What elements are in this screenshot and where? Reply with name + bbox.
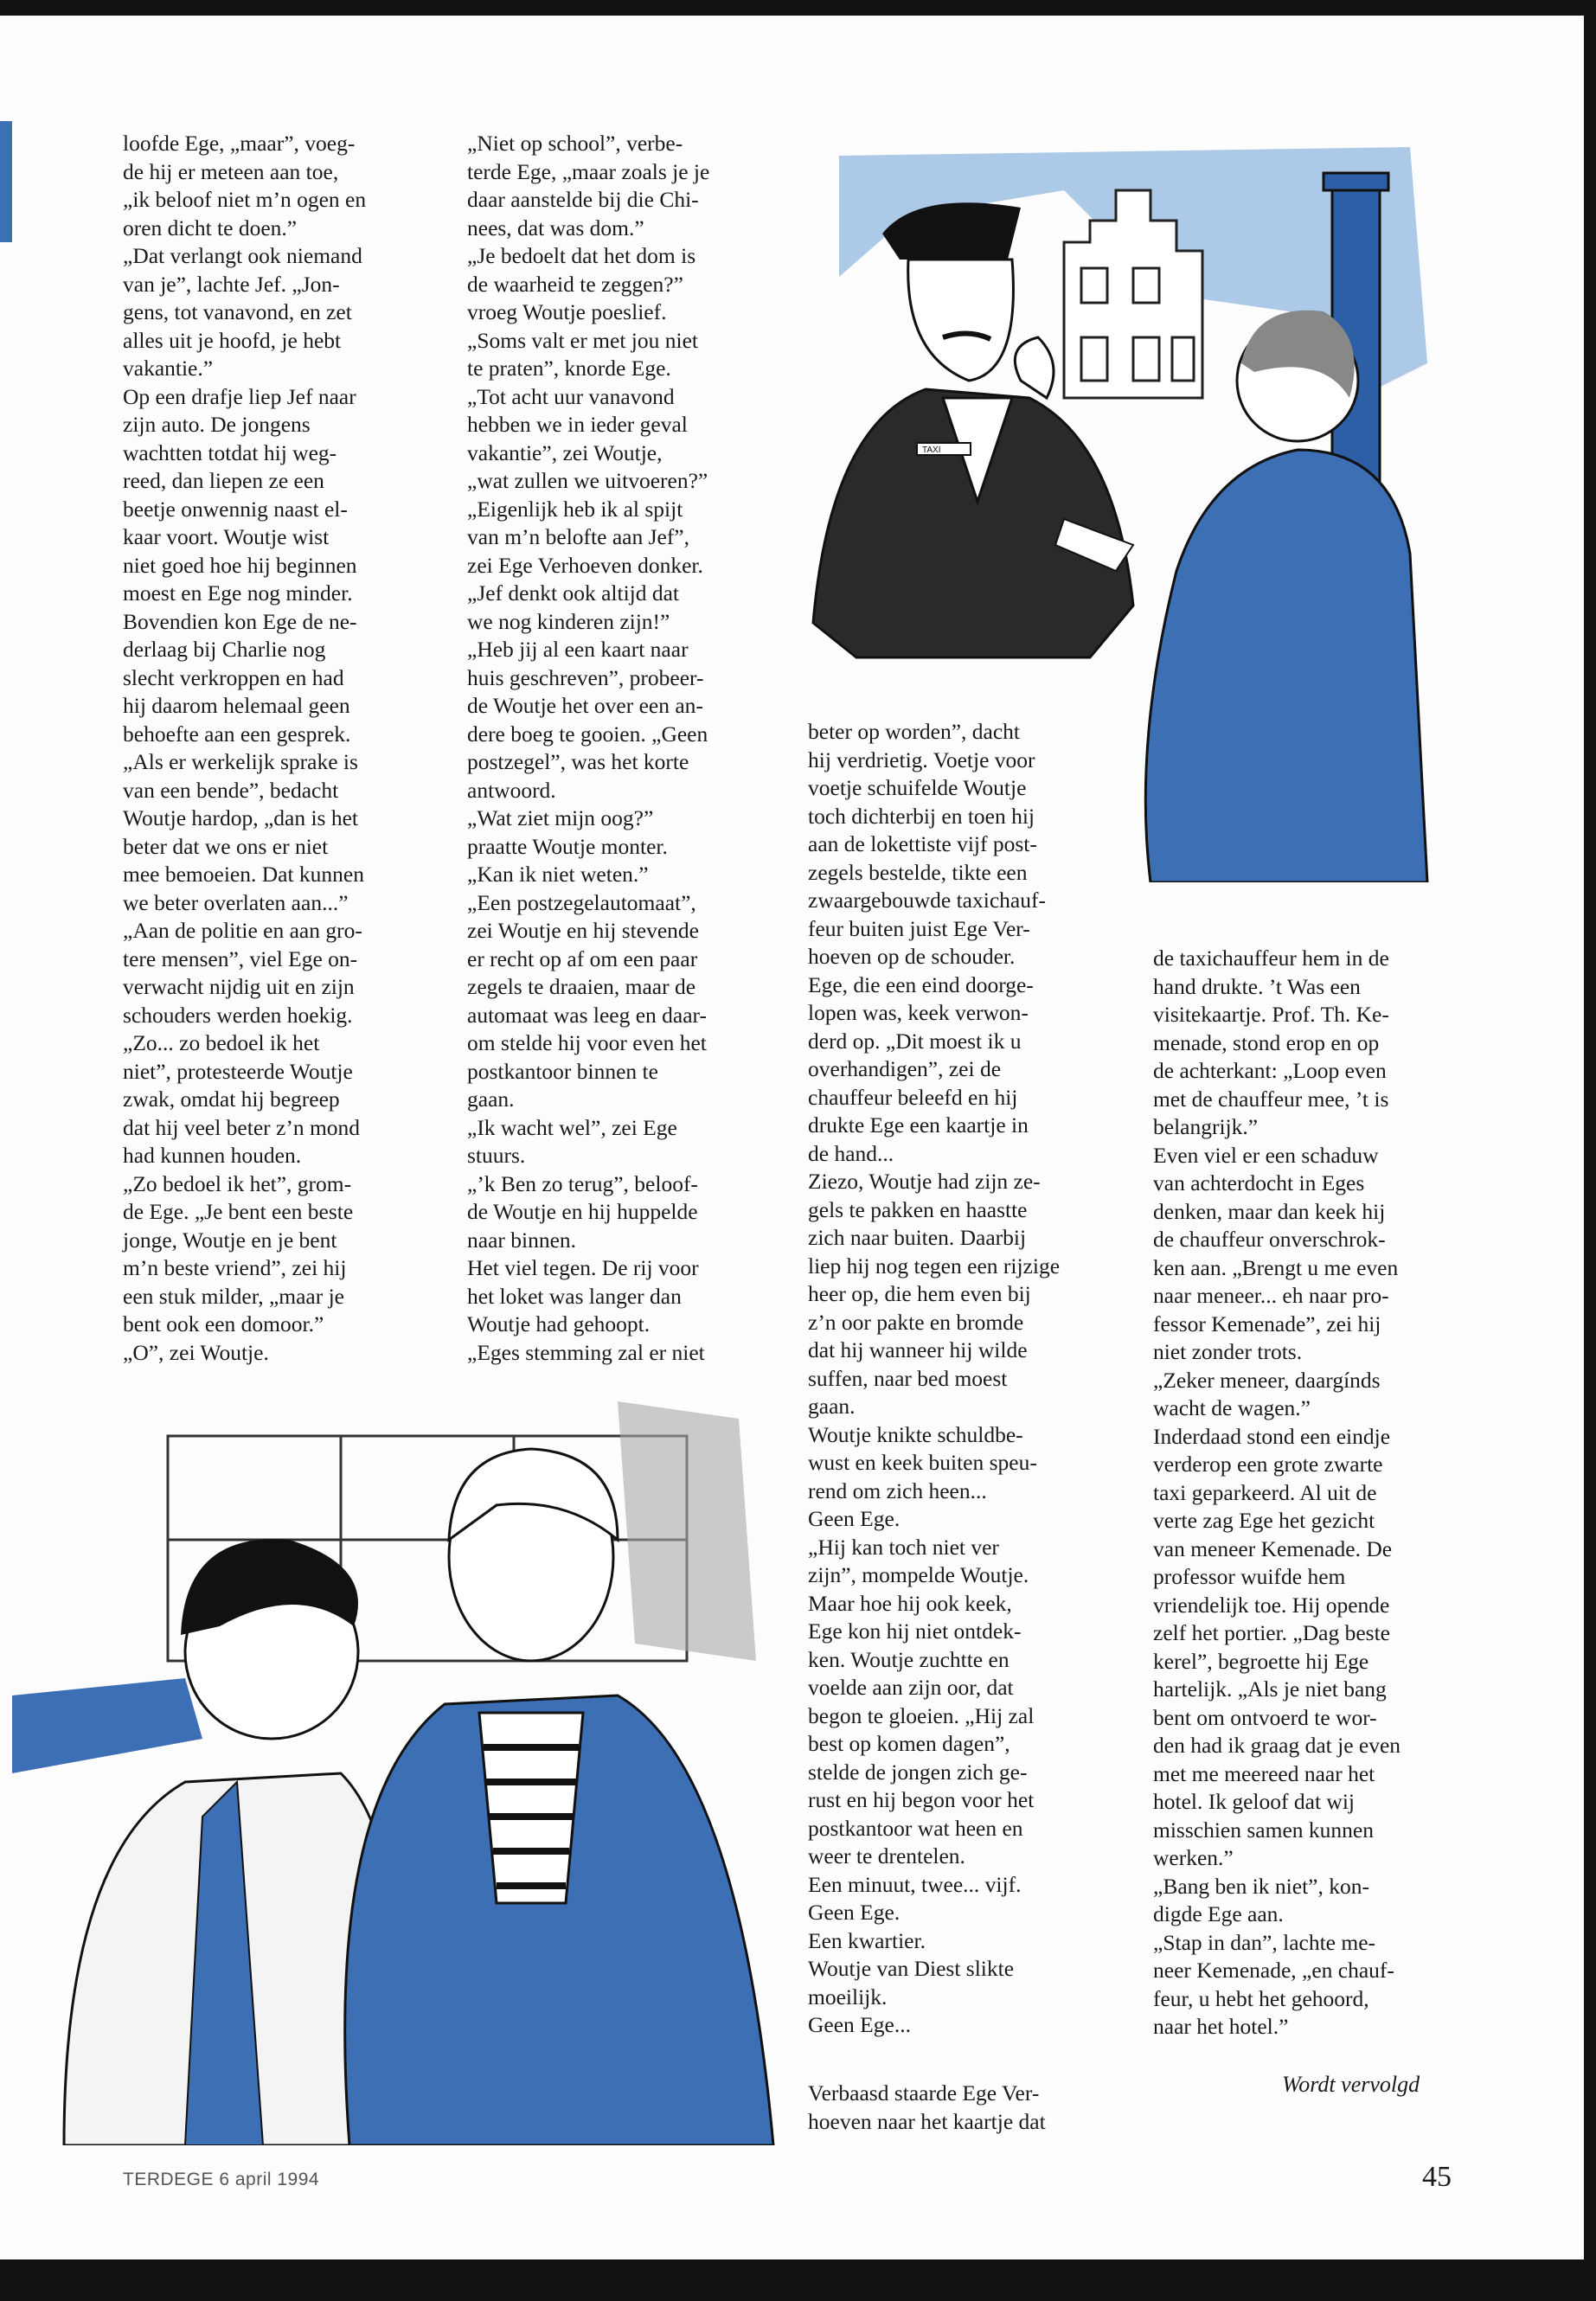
text-line: Ziezo, Woutje had zijn ze-: [808, 1169, 1041, 1194]
text-line: van achterdocht in Eges: [1153, 1170, 1365, 1195]
text-line: postzegel”, was het korte: [467, 749, 689, 774]
text-line: om stelde hij voor even het: [467, 1030, 707, 1055]
text-line: rend om zich heen...: [808, 1477, 987, 1503]
text-line: antwoord.: [467, 777, 556, 803]
text-line: „wat zullen we uitvoeren?”: [467, 468, 708, 493]
text-line: de taxichauffeur hem in de: [1153, 945, 1389, 971]
text-line: belangrijk.”: [1153, 1114, 1259, 1139]
text-line: „ik beloof niet m’n ogen en: [123, 187, 367, 212]
text-line: zelf het portier. „Dag beste: [1153, 1620, 1391, 1645]
text-line: „Tot acht uur vanavond: [467, 383, 675, 409]
text-line: Ege kon hij niet ontdek-: [808, 1618, 1022, 1644]
text-line: niet”, protesteerde Woutje: [123, 1058, 353, 1084]
text-line: „Jef denkt ook altijd dat: [467, 580, 680, 606]
text-line: drukte Ege een kaartje in: [808, 1112, 1029, 1138]
text-line: derlaag bij Charlie nog: [123, 637, 326, 662]
text-line: feur buiten juist Ege Ver-: [808, 915, 1030, 941]
illustration-chauffeur: [804, 138, 1462, 882]
text-line: bent om ontvoerd te wor-: [1153, 1704, 1377, 1730]
text-line: Bovendien kon Ege de ne-: [123, 608, 357, 634]
text-line: menade, stond erop en op: [1153, 1029, 1380, 1055]
text-line: had kunnen houden.: [123, 1143, 302, 1168]
text-line: beter dat we ons er niet: [123, 833, 329, 859]
text-line: denken, maar dan keek hij: [1153, 1198, 1386, 1224]
text-line: Woutje had gehoopt.: [467, 1311, 651, 1336]
text-line: „Heb jij al een kaart naar: [467, 637, 689, 662]
text-line: gens, tot vanavond, en zet: [123, 299, 352, 324]
text-column-2: [467, 130, 770, 1367]
text-line: een stuk milder, „maar je: [123, 1283, 344, 1309]
text-line: postkantoor binnen te: [467, 1058, 658, 1084]
text-line: hij daarom helemaal geen: [123, 693, 350, 718]
magazine-footer: TERDEGE 6 april 1994: [123, 2170, 320, 2189]
text-line: alles uit je hoofd, je hebt: [123, 327, 342, 353]
text-line: „Soms valt er met jou niet: [467, 327, 698, 353]
text-line: nees, dat was dom.”: [467, 215, 644, 240]
text-line: Geen Ege...: [808, 2012, 911, 2037]
text-line: zwak, omdat hij begreep: [123, 1086, 340, 1112]
text-line: beter op worden”, dacht: [808, 719, 1020, 744]
text-line: ken aan. „Brengt u me even: [1153, 1254, 1399, 1280]
text-line: Verbaasd staarde Ege Ver-: [808, 2080, 1040, 2106]
text-line: neer Kemenade, „en chauf-: [1153, 1958, 1394, 1983]
text-line: zich naar buiten. Daarbij: [808, 1225, 1027, 1250]
text-line: verte zag Ege het gezicht: [1153, 1508, 1375, 1533]
page-edge-bottom: [0, 2259, 1596, 2301]
text-line: vakantie.”: [123, 356, 214, 381]
text-line: digde Ege aan.: [1153, 1901, 1284, 1926]
text-line: Maar hoe hij ook keek,: [808, 1590, 1012, 1616]
text-line: Een kwartier.: [808, 1927, 926, 1953]
text-line: van meneer Kemenade. De: [1153, 1535, 1393, 1561]
text-line: de hij er meteen aan toe,: [123, 158, 339, 184]
text-line: liep hij nog tegen een rijzige: [808, 1253, 1061, 1279]
text-line: Geen Ege.: [808, 1900, 901, 1925]
text-line: naar binnen.: [467, 1227, 577, 1253]
text-line: wachtten totdat hij weg-: [123, 439, 337, 465]
text-line: m’n beste vriend”, zei hij: [123, 1255, 347, 1280]
text-line: hartelijk. „Als je niet bang: [1153, 1676, 1387, 1702]
text-line: te praten”, knorde Ege.: [467, 356, 671, 381]
text-line: hebben we in ieder geval: [467, 412, 688, 437]
text-line: mee bemoeien. Dat kunnen: [123, 862, 364, 887]
text-line: chauffeur beleefd en hij: [808, 1084, 1018, 1110]
text-column-3: [808, 718, 1102, 2040]
text-line: huis geschreven”, probeer-: [467, 664, 704, 690]
text-line: dere boeg te gooien. „Geen: [467, 721, 708, 747]
text-line: van een bende”, bedacht: [123, 777, 339, 803]
text-line: z’n oor pakte en bromde: [808, 1309, 1024, 1335]
text-line: zegels te draaien, maar de: [467, 974, 696, 999]
text-line: de Ege. „Je bent een beste: [123, 1199, 354, 1224]
text-line: automaat was leeg en daar-: [467, 1002, 708, 1028]
text-line: dat hij veel beter z’n mond: [123, 1114, 361, 1140]
text-line: „Niet op school”, verbe-: [467, 131, 683, 156]
text-line: voelde aan zijn oor, dat: [808, 1675, 1014, 1700]
text-line: lopen was, keek verwon-: [808, 1000, 1029, 1025]
text-line: zijn auto. De jongens: [123, 412, 311, 437]
page-edge-top: [0, 0, 1596, 16]
text-line: niet zonder trots.: [1153, 1339, 1303, 1364]
text-line: „Zeker meneer, daargínds: [1153, 1367, 1381, 1393]
text-line: beetje onwennig naast el-: [123, 496, 348, 522]
text-line: stelde de jongen zich ge-: [808, 1759, 1028, 1785]
text-line: professor wuifde hem: [1153, 1564, 1346, 1589]
text-line: „’k Ben zo terug”, beloof-: [467, 1170, 698, 1196]
text-line: slecht verkroppen en had: [123, 664, 344, 690]
text-line: vroeg Woutje poeslief.: [467, 299, 667, 324]
text-line: met de chauffeur mee, ’t is: [1153, 1086, 1389, 1112]
text-line: de chauffeur onverschrok-: [1153, 1227, 1386, 1252]
text-line: gaan.: [808, 1394, 856, 1419]
text-line: best op komen dagen”,: [808, 1731, 1010, 1756]
text-line: we nog kinderen zijn!”: [467, 608, 670, 634]
text-line: stuurs.: [467, 1143, 526, 1168]
text-line: hoeven naar het kaartje dat: [808, 2108, 1046, 2134]
text-line: niet goed hoe hij beginnen: [123, 552, 357, 578]
text-line: visitekaartje. Prof. Th. Ke-: [1153, 1002, 1389, 1027]
text-line: bent ook een domoor.”: [123, 1311, 324, 1336]
text-line: hoeven op de schouder.: [808, 944, 1016, 969]
text-line: Even viel er een schaduw: [1153, 1142, 1379, 1168]
text-line: toch dichterbij en toen hij: [808, 803, 1035, 829]
text-line: gaan.: [467, 1086, 515, 1112]
text-line: jonge, Woutje en je bent: [123, 1227, 337, 1253]
text-line: het loket was langer dan: [467, 1283, 682, 1309]
text-line: verderop een grote zwarte: [1153, 1452, 1383, 1477]
text-line: „Zo bedoel ik het”, grom-: [123, 1170, 352, 1196]
text-line: aan de lokettiste vijf post-: [808, 831, 1037, 856]
text-line: zegels bestelde, tikte een: [808, 859, 1028, 885]
text-line: gels te pakken en haastte: [808, 1196, 1028, 1222]
text-line: kerel”, begroette hij Ege: [1153, 1648, 1369, 1674]
text-line: weer te drentelen.: [808, 1843, 965, 1868]
text-line: kaar voort. Woutje wist: [123, 524, 330, 549]
taxi-sign-text: TAXI: [922, 445, 941, 455]
text-line: praatte Woutje monter.: [467, 833, 668, 859]
text-line: er recht op af om een paar: [467, 945, 698, 971]
text-line: de achterkant: „Loop even: [1153, 1058, 1387, 1083]
text-line: „Wat ziet mijn oog?”: [467, 805, 654, 830]
illustration-two-boys: [12, 1367, 791, 2145]
text-line: misschien samen kunnen: [1153, 1817, 1374, 1843]
text-line: „Zo... zo bedoel ik het: [123, 1030, 320, 1055]
text-line: daar aanstelde bij die Chi-: [467, 187, 699, 212]
text-line: Woutje knikte schuldbe-: [808, 1421, 1023, 1447]
text-line: dat hij wanneer hij wilde: [808, 1337, 1028, 1362]
text-line: hand drukte. ’t Was een: [1153, 973, 1361, 999]
text-line: voetje schuifelde Woutje: [808, 775, 1027, 800]
text-line: reed, dan liepen ze een: [123, 468, 324, 493]
text-line: vriendelijk toe. Hij opende: [1153, 1592, 1390, 1618]
text-line: „Ik wacht wel”, zei Ege: [467, 1114, 677, 1140]
text-line: naar het hotel.”: [1153, 2014, 1289, 2039]
text-line: hotel. Ik geloof dat wij: [1153, 1789, 1355, 1814]
text-column-1: [123, 130, 434, 1367]
text-line: „Bang ben ik niet”, kon-: [1153, 1873, 1369, 1899]
text-line: terde Ege, „maar zoals je je: [467, 158, 710, 184]
text-line: „Een postzegelautomaat”,: [467, 889, 696, 915]
text-line: zijn”, mompelde Woutje.: [808, 1562, 1029, 1587]
page-edge-right: [1584, 0, 1596, 2301]
text-line: van m’n belofte aan Jef”,: [467, 524, 690, 549]
text-line: loofde Ege, „maar”, voeg-: [123, 131, 356, 156]
text-line: heer op, die hem even bij: [808, 1281, 1031, 1306]
text-line: „Je bedoelt dat het dom is: [467, 243, 696, 268]
text-line: naar meneer... eh naar pro-: [1153, 1283, 1389, 1308]
text-line: we beter overlaten aan...”: [123, 889, 349, 915]
text-line: Woutje hardop, „dan is het: [123, 805, 358, 830]
text-line: moest en Ege nog minder.: [123, 580, 353, 606]
text-line: begon te gloeien. „Hij zal: [808, 1702, 1035, 1728]
text-line: suffen, naar bed moest: [808, 1365, 1008, 1391]
text-line: van je”, lachte Jef. „Jon-: [123, 271, 340, 297]
text-line: zwaargebouwde taxichauf-: [808, 888, 1046, 913]
text-line: hij verdrietig. Voetje voor: [808, 747, 1035, 772]
text-line: werken.”: [1153, 1845, 1234, 1870]
text-column-4: [1153, 945, 1465, 2041]
text-line: Een minuut, twee... vijf.: [808, 1871, 1022, 1897]
text-line: tere mensen”, viel Ege on-: [123, 945, 358, 971]
text-line: verwacht nijdig uit en zijn: [123, 974, 355, 999]
text-line: oren dicht te doen.”: [123, 215, 298, 240]
text-line: schouders werden hoekig.: [123, 1002, 353, 1028]
text-line: ken. Woutje zuchtte en: [808, 1646, 1010, 1672]
text-line: behoefte aan een gesprek.: [123, 721, 351, 747]
text-line: zei Woutje en hij stevende: [467, 918, 699, 943]
text-line: „O”, zei Woutje.: [123, 1339, 269, 1365]
text-line: „Als er werkelijk sprake is: [123, 749, 358, 774]
text-line: fessor Kemenade”, zei hij: [1153, 1311, 1381, 1336]
text-line: rust en hij begon voor het: [808, 1787, 1035, 1812]
text-line: taxi geparkeerd. Al uit de: [1153, 1479, 1377, 1505]
text-line: vakantie”, zei Woutje,: [467, 439, 663, 465]
text-line: de Woutje en hij huppelde: [467, 1199, 698, 1224]
text-line: wacht de wagen.”: [1153, 1395, 1311, 1420]
text-line: de hand...: [808, 1140, 894, 1166]
text-line: de Woutje het over een an-: [467, 693, 703, 718]
text-line: derd op. „Dit moest ik u: [808, 1028, 1022, 1054]
text-line: „Eges stemming zal er niet: [467, 1339, 705, 1365]
text-line: Woutje van Diest slikte: [808, 1956, 1015, 1981]
text-line: Op een drafje liep Jef naar: [123, 383, 356, 409]
text-line: den had ik graag dat je even: [1153, 1733, 1401, 1758]
text-line: met me meereed naar het: [1153, 1760, 1375, 1786]
text-line: de waarheid te zeggen?”: [467, 271, 683, 297]
text-line: wust en keek buiten speu-: [808, 1450, 1037, 1475]
text-line: Inderdaad stond een eindje: [1153, 1423, 1391, 1449]
page-edge-left-mark: [0, 121, 12, 242]
continued-label: Wordt vervolgd: [1282, 2072, 1420, 2097]
text-line: „Aan de politie en aan gro-: [123, 918, 362, 943]
text-line: „Kan ik niet weten.”: [467, 862, 649, 887]
text-line: „Stap in dan”, lachte me-: [1153, 1929, 1376, 1955]
text-line: Geen Ege.: [808, 1506, 901, 1531]
page-number: 45: [1422, 2161, 1452, 2193]
text-line: zei Ege Verhoeven donker.: [467, 552, 703, 578]
text-line: Het viel tegen. De rij voor: [467, 1255, 699, 1280]
text-line: „Eigenlijk heb ik al spijt: [467, 496, 683, 522]
text-line: Ege, die een eind doorge-: [808, 971, 1034, 997]
text-line: overhandigen”, zei de: [808, 1056, 1002, 1081]
text-line: feur, u hebt het gehoord,: [1153, 1985, 1369, 2011]
text-column-3-tail: [808, 2080, 1111, 2136]
text-line: postkantoor wat heen en: [808, 1815, 1023, 1841]
text-line: „Hij kan toch niet ver: [808, 1534, 999, 1560]
text-line: moeilijk.: [808, 1984, 888, 2009]
text-line: „Dat verlangt ook niemand: [123, 243, 362, 268]
